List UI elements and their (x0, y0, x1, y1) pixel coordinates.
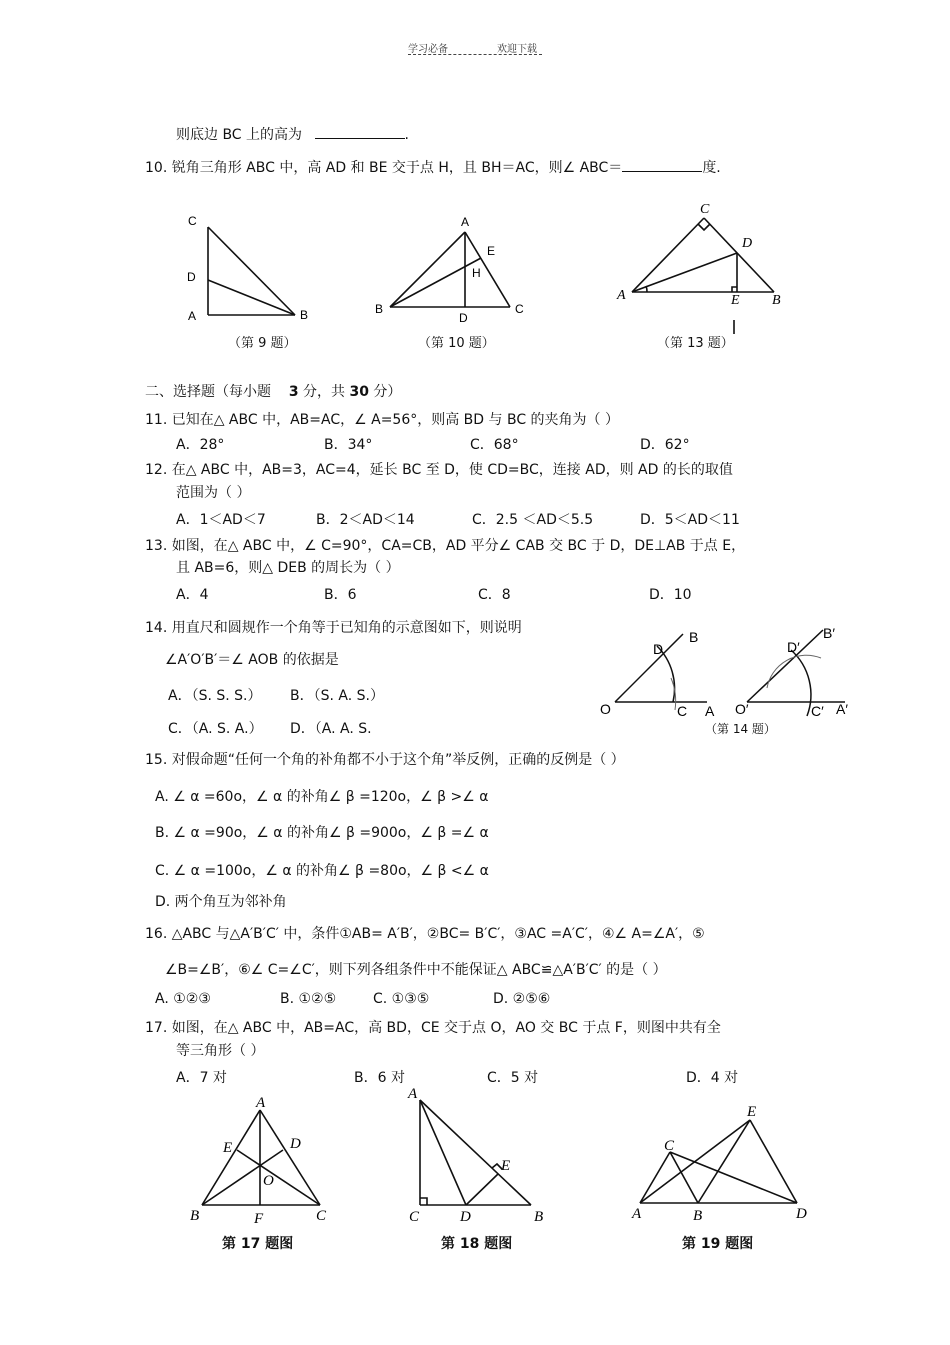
fig14-label-o-prime: O′ (735, 701, 749, 717)
fig14-label-a: A (705, 703, 715, 719)
fig19-label-a: A (632, 1206, 642, 1222)
q12-option-c[interactable]: C．2.5 ＜AD＜5.5 (472, 512, 594, 528)
q15-stem: 15. 对假命题“任何一个角的补角都不小于这个角”举反例，正确的反例是（ ） (145, 752, 625, 768)
fig9-label-b: B (300, 308, 309, 322)
fig17-label-f: F (254, 1211, 264, 1227)
fig18-label-b: B (534, 1209, 544, 1225)
fig10-label-a: A (461, 215, 470, 229)
q14-stem: 14. 用直尺和圆规作一个角等于已知角的示意图如下，则说明 (145, 620, 522, 636)
fig13-label-c: C (700, 202, 710, 217)
fig19-label-e: E (747, 1104, 757, 1120)
q14-option-c[interactable]: C．（A. S. A.） (168, 721, 263, 737)
q13-option-d[interactable]: D．10 (649, 587, 692, 603)
q13-option-b[interactable]: B．6 (324, 587, 357, 603)
header-right: 欢迎下载 (497, 44, 537, 55)
figure-19 (620, 1100, 820, 1225)
q16-option-b[interactable]: B. ①②⑤ (280, 991, 337, 1007)
q9-tail: 则底边 BC 上的高为 . (176, 124, 409, 144)
header-left: 学习必备 (408, 44, 448, 55)
figure-13 (612, 198, 792, 348)
question-10: 10. 锐角三角形 ABC 中，高 AD 和 BE 交于点 H，且 BH＝AC，则∠ ABC＝ 度. (145, 157, 721, 177)
q14-option-d[interactable]: D．（A. A. S. (290, 721, 372, 737)
q12-option-b[interactable]: B．2＜AD＜14 (316, 512, 415, 528)
q16-option-c[interactable]: C. ①③⑤ (373, 991, 430, 1007)
fig14-label-o: O (600, 701, 611, 717)
q15-option-a[interactable]: A. ∠ α =60o，∠ α 的补角∠ β =120o，∠ β >∠ α (155, 789, 489, 805)
fig13-label-b: B (772, 293, 781, 308)
fig17-label-b: B (190, 1208, 200, 1224)
q13-stem: 13. 如图，在△ ABC 中，∠ C=90°，CA=CB，AD 平分∠ CAB 交 BC 于 D，DE⊥AB 于点 E， (145, 538, 746, 554)
fig18-label-e: E (501, 1158, 511, 1174)
q16-option-a[interactable]: A. ①②③ (155, 991, 211, 1007)
header-divider (408, 54, 542, 55)
q17-option-d[interactable]: D．4 对 (686, 1070, 739, 1086)
q14-stem-2: ∠A′O′B′＝∠ AOB 的依据是 (165, 652, 339, 668)
fig9-caption: （第 9 题） (228, 336, 297, 351)
section-2-title: 二、选择题（每小题 3 分，共 30 分） (145, 384, 402, 400)
q11-option-c[interactable]: C．68° (470, 437, 519, 453)
figure-14 (595, 622, 855, 722)
fig19-caption: 第 19 题图 (682, 1236, 754, 1252)
fig10-label-c: C (515, 302, 524, 316)
fig10-caption: （第 10 题） (418, 336, 495, 351)
q15-option-c[interactable]: C. ∠ α =100o，∠ α 的补角∠ β =80o，∠ β <∠ α (155, 863, 489, 879)
figure-17 (185, 1092, 345, 1227)
q17-stem-2: 等三角形（ ） (176, 1043, 265, 1059)
fig10-label-d: D (459, 311, 468, 325)
fig17-label-c: C (316, 1208, 327, 1224)
fig19-label-c: C (664, 1138, 675, 1154)
fig10-label-e: E (487, 244, 496, 258)
fig17-label-d: D (290, 1136, 301, 1152)
fig14-caption: （第 14 题） (705, 722, 776, 736)
fig10-label-h: H (472, 266, 481, 280)
fig19-label-b: B (693, 1208, 703, 1224)
fig9-label-d: D (187, 270, 196, 284)
fig10-label-b: B (375, 302, 384, 316)
q13-option-c[interactable]: C．8 (478, 587, 511, 603)
fig14-label-b-prime: B′ (823, 625, 835, 641)
q15-option-b[interactable]: B. ∠ α =90o，∠ α 的补角∠ β =900o，∠ β =∠ α (155, 825, 489, 841)
q12-stem: 12. 在△ ABC 中，AB=3，AC=4，延长 BC 至 D，使 CD=BC，连接 AD，则 AD 的长的取值 (145, 462, 733, 478)
fig17-caption: 第 17 题图 (222, 1236, 294, 1252)
fig13-label-d: D (742, 236, 753, 251)
fig13-label-e: E (731, 293, 740, 308)
q17-option-a[interactable]: A．7 对 (176, 1070, 227, 1086)
fig14-label-d: D (653, 641, 664, 657)
q13-stem-2: 且 AB=6，则△ DEB 的周长为（ ） (176, 560, 400, 576)
q12-option-d[interactable]: D．5＜AD＜11 (640, 512, 740, 528)
q12-option-a[interactable]: A．1＜AD＜7 (176, 512, 266, 528)
fig14-label-b: B (689, 629, 699, 645)
fig17-label-e: E (223, 1140, 233, 1156)
answer-blank[interactable] (315, 124, 405, 139)
figure-10 (370, 210, 535, 330)
fig9-label-a: A (188, 309, 197, 323)
q13-option-a[interactable]: A．4 (176, 587, 209, 603)
q16-option-d[interactable]: D. ②⑤⑥ (493, 991, 551, 1007)
fig18-caption: 第 18 题图 (441, 1236, 513, 1252)
answer-blank[interactable] (622, 157, 702, 172)
q11-stem: 11. 已知在△ ABC 中，AB=AC，∠ A=56°，则高 BD 与 BC 的夹角为（ ） (145, 412, 620, 428)
q12-stem-2: 范围为（ ） (176, 485, 251, 501)
q17-option-b[interactable]: B．6 对 (354, 1070, 405, 1086)
q15-option-d[interactable]: D. 两个角互为邻补角 (155, 894, 287, 910)
q14-option-a[interactable]: A．（S. S. S.） (168, 688, 262, 704)
fig13-label-a: A (617, 288, 626, 303)
fig17-label-o: O (263, 1173, 274, 1189)
fig18-label-a: A (408, 1086, 418, 1102)
fig14-label-a-prime: A′ (836, 701, 848, 717)
fig19-label-d: D (796, 1206, 807, 1222)
q16-stem: 16. △ABC 与△A′B′C′ 中，条件①AB= A′B′，②BC= B′C′，③AC =A′C′，④∠ A=∠A′，⑤ (145, 926, 705, 942)
fig17-label-a: A (256, 1095, 266, 1111)
fig18-label-d: D (460, 1209, 471, 1225)
q11-option-b[interactable]: B．34° (324, 437, 373, 453)
fig14-label-c: C (677, 703, 688, 719)
q16-stem-2: ∠B=∠B′，⑥∠ C=∠C′，则下列各组条件中不能保证△ ABC≌△A′B′C′ 的是（ ） (165, 962, 667, 978)
fig14-label-d-prime: D′ (787, 639, 800, 655)
q11-option-a[interactable]: A．28° (176, 437, 225, 453)
fig18-label-c: C (409, 1209, 420, 1225)
q14-option-b[interactable]: B．（S. A. S.） (290, 688, 384, 704)
fig13-caption: （第 13 题） (657, 336, 734, 351)
fig9-label-c: C (188, 214, 197, 228)
q17-option-c[interactable]: C．5 对 (487, 1070, 539, 1086)
figure-18 (398, 1082, 558, 1227)
q11-option-d[interactable]: D．62° (640, 437, 690, 453)
fig14-label-c-prime: C′ (811, 703, 824, 719)
q17-stem: 17. 如图，在△ ABC 中，AB=AC，高 BD，CE 交于点 O，AO 交 BC 于点 F，则图中共有全 (145, 1020, 721, 1036)
